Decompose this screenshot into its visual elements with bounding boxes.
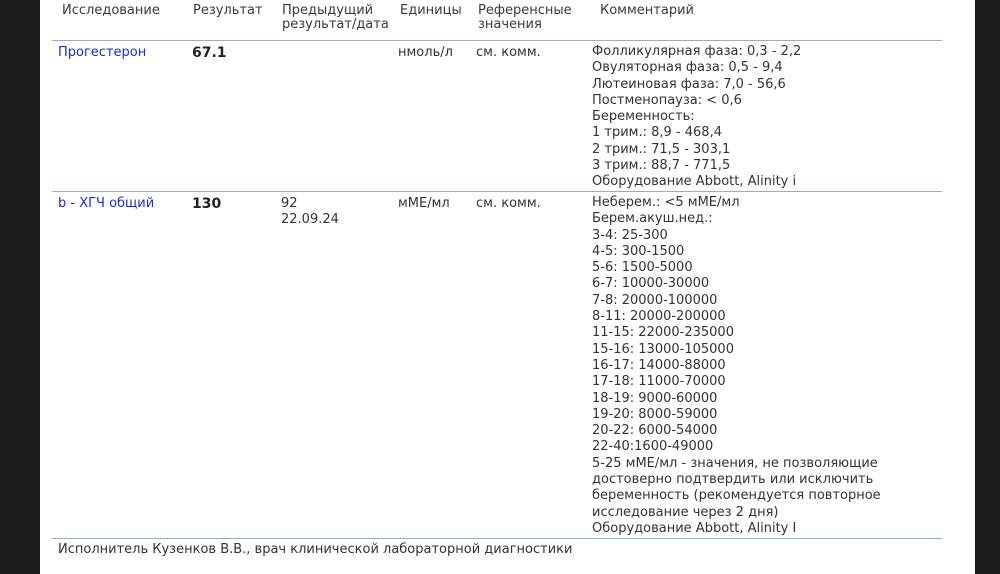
comment-line: 6-7: 10000-30000 <box>592 276 710 292</box>
header-reference-line1: Референсные <box>478 3 572 18</box>
comment-line: 4-5: 300-1500 <box>592 243 685 259</box>
comment-line: 17-18: 11000-70000 <box>592 374 726 390</box>
row-hcg-previous <box>281 196 339 229</box>
header-divider <box>52 40 942 41</box>
comment-line: 18-19: 9000-60000 <box>592 390 718 406</box>
comment-line: Оборудование Abbott, Alinity I <box>592 520 797 536</box>
comment-line: Овуляторная фаза: 0,5 - 9,4 <box>592 60 783 76</box>
comment-line: Беременность: <box>592 109 695 125</box>
header-reference <box>478 4 572 32</box>
comment-line: 19-20: 8000-59000 <box>592 406 718 422</box>
comment-line: 2 трим.: 71,5 - 303,1 <box>592 141 731 157</box>
row-progesterone-units: нмоль/л <box>398 45 453 60</box>
comment-line: Оборудование Abbott, Alinity i <box>592 174 797 190</box>
comment-line: 5-25 мМЕ/мл - значения, не позволяющие <box>592 455 878 471</box>
row-hcg-reference: см. комм. <box>476 196 541 211</box>
comment-line: Фолликулярная фаза: 0,3 - 2,2 <box>592 44 802 59</box>
row-progesterone-comment <box>592 44 801 191</box>
header-previous <box>282 4 389 32</box>
comment-line: 1 трим.: 8,9 - 468,4 <box>592 125 722 141</box>
header-previous-line1: Предыдущий <box>282 3 374 18</box>
previous-date: 22.09.24 <box>281 212 339 228</box>
comment-line: 15-16: 13000-105000 <box>592 341 734 357</box>
comment-line: 7-8: 20000-100000 <box>592 292 718 308</box>
header-units: Единицы <box>400 3 462 18</box>
comment-line: 20-22: 6000-54000 <box>592 423 718 439</box>
comment-line: 5-6: 1500-5000 <box>592 260 693 276</box>
comment-line: 22-40:1600-49000 <box>592 439 714 455</box>
row-progesterone-result: 67.1 <box>192 45 227 61</box>
comment-line: Лютеиновая фаза: 7,0 - 56,6 <box>592 76 786 92</box>
comment-line: 3 трим.: 88,7 - 771,5 <box>592 158 731 174</box>
row-progesterone-reference: см. комм. <box>476 45 541 60</box>
comment-line: 3-4: 25-300 <box>592 227 668 243</box>
row-hcg-comment <box>592 195 881 537</box>
comment-line: 11-15: 22000-235000 <box>592 325 734 341</box>
comment-line: Постменопауза: < 0,6 <box>592 92 742 108</box>
comment-line: исследование через 2 дня) <box>592 504 779 520</box>
row-divider <box>52 191 942 192</box>
report-footer: Исполнитель Кузенков В.В., врач клинической лабораторной диагностики <box>58 542 573 557</box>
comment-line: достоверно подтвердить или исключить <box>592 472 874 488</box>
row-hcg-result: 130 <box>192 196 222 212</box>
comment-line: 8-11: 20000-200000 <box>592 309 726 325</box>
comment-line: Берем.акуш.нед.: <box>592 211 713 227</box>
header-study: Исследование <box>62 3 160 18</box>
header-previous-line2: результат/дата <box>282 17 389 32</box>
row-progesterone-name: Прогестерон <box>58 45 147 60</box>
comment-line: беременность (рекомендуется повторное <box>592 488 881 504</box>
row-hcg-units: мМЕ/мл <box>398 196 450 211</box>
comment-line: Неберем.: <5 мМЕ/мл <box>592 195 740 210</box>
row-hcg-name: b - ХГЧ общий <box>58 196 155 211</box>
header-result: Результат <box>193 3 263 18</box>
footer-divider <box>52 538 942 539</box>
previous-value: 92 <box>281 196 298 211</box>
header-comment: Комментарий <box>600 3 694 18</box>
header-reference-line2: значения <box>478 17 542 32</box>
comment-line: 16-17: 14000-88000 <box>592 357 726 373</box>
